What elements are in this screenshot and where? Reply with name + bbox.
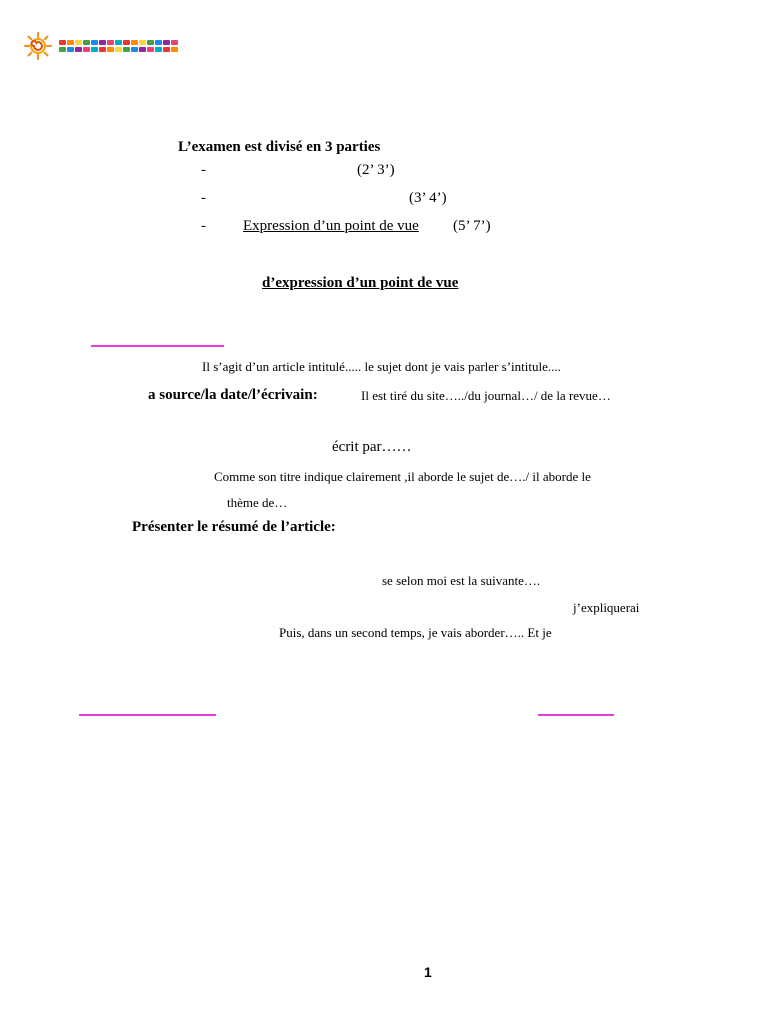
logo-tile — [163, 47, 170, 52]
part-3-label: Expression d’un point de vue — [243, 218, 419, 234]
logo-tile — [163, 40, 170, 45]
highlight-rule-3 — [538, 714, 614, 716]
logo-color-tiles — [59, 40, 177, 54]
logo-tile — [147, 47, 154, 52]
logo-tile — [155, 40, 162, 45]
theme-line-2: thème de… — [227, 495, 288, 510]
logo-tile — [83, 47, 90, 52]
source-text: Il est tiré du site…../du journal…/ de la revue… — [361, 388, 611, 403]
resume-label: Présenter le résumé de l’article: — [132, 519, 336, 535]
part-1-timing: (2’ 3’) — [357, 162, 395, 178]
logo-tile — [67, 40, 74, 45]
logo-tile — [131, 47, 138, 52]
theme-line-1: Comme son titre indique clairement ,il aborde le sujet de…./ il aborde le — [214, 469, 591, 484]
ecrit-par-line: écrit par…… — [332, 439, 412, 455]
logo-tile — [147, 40, 154, 45]
logo-tile — [171, 47, 178, 52]
logo-tile — [59, 40, 66, 45]
logo-tile — [123, 40, 130, 45]
second-temps-line: Puis, dans un second temps, je vais aborder….. Et je — [279, 625, 552, 640]
exam-heading: L’examen est divisé en 3 parties — [178, 139, 381, 155]
logo-tile — [83, 40, 90, 45]
logo-tile — [91, 47, 98, 52]
logo-tile — [99, 40, 106, 45]
school-logo — [24, 32, 184, 60]
logo-tile — [115, 47, 122, 52]
highlight-rule-1 — [91, 345, 224, 347]
part-2-dash: - — [201, 190, 206, 206]
source-label: a source/la date/l’écrivain: — [148, 387, 318, 403]
highlight-rule-2 — [79, 714, 216, 716]
page-number: 1 — [424, 964, 432, 980]
sun-swirl-icon — [24, 32, 52, 60]
logo-tile — [75, 47, 82, 52]
logo-tile — [155, 47, 162, 52]
part-2-timing: (3’ 4’) — [409, 190, 447, 206]
logo-tile — [75, 40, 82, 45]
logo-tile — [59, 47, 66, 52]
selon-moi-line: se selon moi est la suivante…. — [382, 573, 541, 588]
part-3-dash: - — [201, 218, 206, 234]
logo-tile — [131, 40, 138, 45]
section-title: d’expression d’un point de vue — [262, 275, 459, 291]
expliquerai-line: j’expliquerai — [573, 600, 640, 615]
logo-tile — [115, 40, 122, 45]
logo-tile — [99, 47, 106, 52]
logo-tile — [171, 40, 178, 45]
article-line: Il s’agit d’un article intitulé..... le sujet dont je vais parler s’intitule.... — [202, 359, 561, 374]
logo-tile — [67, 47, 74, 52]
logo-tile — [123, 47, 130, 52]
logo-tile — [91, 40, 98, 45]
logo-tile — [107, 40, 114, 45]
part-1-dash: - — [201, 162, 206, 178]
logo-tile — [139, 40, 146, 45]
logo-tile — [107, 47, 114, 52]
part-3-timing: (5’ 7’) — [453, 218, 491, 234]
logo-tile — [139, 47, 146, 52]
